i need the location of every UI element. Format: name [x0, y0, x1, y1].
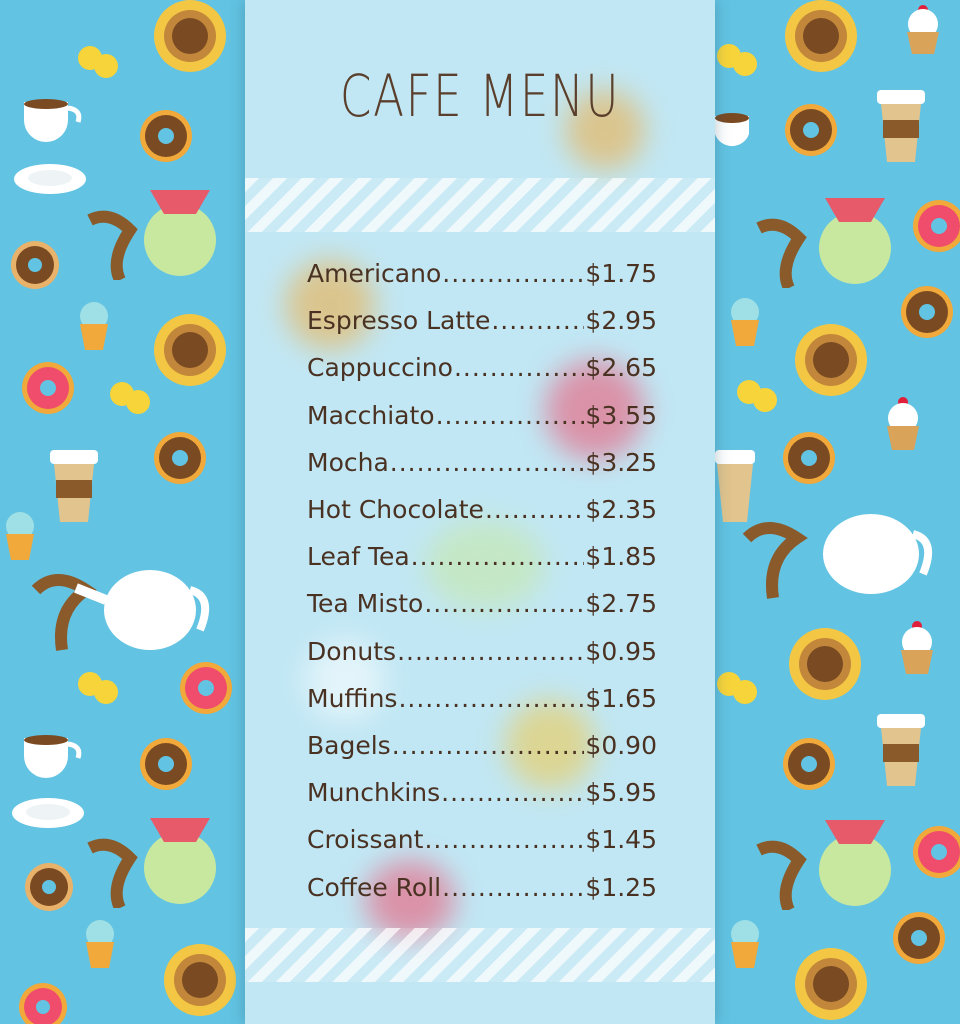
item-name: Hot Chocolate: [307, 495, 484, 525]
coffee-pot-icon: [80, 180, 230, 280]
item-name: Coffee Roll: [307, 872, 442, 902]
donut-icon: [781, 736, 837, 792]
donut-icon: [891, 910, 947, 966]
item-price: $2.65: [585, 353, 657, 383]
page-title: CAFE MENU: [339, 62, 621, 130]
item-price: $1.25: [585, 872, 657, 902]
item-price: $1.75: [585, 259, 657, 289]
dot-leader: [398, 684, 584, 713]
menu-item: [307, 533, 657, 580]
menu-item: [307, 392, 657, 439]
item-price: $1.65: [585, 683, 657, 713]
donut-icon: [899, 284, 955, 340]
menu-item: [307, 439, 657, 486]
donut-icon: [138, 736, 194, 792]
donut-icon: [911, 824, 960, 880]
menu-item: [307, 297, 657, 344]
menu-item: [307, 722, 657, 769]
item-name: Espresso Latte: [307, 306, 491, 336]
lemon-slice-icon: [108, 380, 152, 416]
donut-icon: [911, 198, 960, 254]
item-name: Americano: [307, 259, 442, 289]
item-name: Tea Misto: [307, 589, 424, 619]
saucer-icon: [10, 796, 86, 830]
menu-item: [307, 863, 657, 910]
dot-leader: [436, 401, 585, 430]
striped-band-bottom: [245, 928, 715, 982]
donut-icon: [138, 108, 194, 164]
item-price: $0.90: [585, 730, 657, 760]
coffee-pot-icon: [749, 810, 909, 910]
saucer-icon: [12, 162, 88, 196]
menu-item: [307, 250, 657, 297]
dot-leader: [454, 353, 584, 382]
striped-band-top: [245, 178, 715, 232]
item-name: Mocha: [307, 447, 389, 477]
teapot-icon: [30, 550, 220, 660]
cupcake-icon: [901, 4, 945, 56]
item-name: Macchiato: [307, 400, 435, 430]
coffee-cup-icon: [150, 0, 230, 80]
item-price: $1.85: [585, 542, 657, 572]
coffee-cup-icon: [791, 320, 871, 400]
coffee-cup-icon: [20, 96, 90, 146]
cupcake-icon: [725, 918, 765, 970]
coffee-pot-icon: [80, 808, 230, 908]
dot-leader: [397, 637, 584, 666]
lemon-slice-icon: [76, 44, 120, 80]
menu-item: [307, 486, 657, 533]
dot-leader: [442, 873, 584, 902]
item-name: Munchkins: [307, 778, 441, 808]
item-price: $1.45: [585, 825, 657, 855]
coffee-cup-icon: [715, 110, 765, 170]
donut-icon: [178, 660, 234, 716]
dot-leader: [411, 542, 585, 571]
item-name: Cappuccino: [307, 353, 453, 383]
coffee-cup-icon: [781, 0, 861, 80]
lemon-slice-icon: [76, 670, 120, 706]
donut-icon: [18, 982, 68, 1024]
menu-item: [307, 344, 657, 391]
teapot-icon: [741, 498, 951, 608]
donut-icon: [10, 240, 60, 290]
menu-item: [307, 580, 657, 627]
paper-cup-icon: [869, 710, 935, 790]
item-price: $0.95: [585, 636, 657, 666]
cupcake-icon: [0, 510, 40, 562]
menu-item: [307, 675, 657, 722]
dot-leader: [392, 731, 585, 760]
menu-list: [307, 250, 657, 911]
donut-icon: [24, 862, 74, 912]
dot-leader: [441, 778, 584, 807]
dot-leader: [491, 306, 584, 335]
item-name: Donuts: [307, 636, 397, 666]
right-pattern: [715, 0, 960, 1024]
item-price: $2.95: [585, 306, 657, 336]
lemon-slice-icon: [715, 670, 759, 706]
item-price: $3.25: [585, 447, 657, 477]
dot-leader: [424, 825, 584, 854]
coffee-cup-icon: [785, 624, 865, 704]
item-name: Bagels: [307, 730, 391, 760]
menu-item: [307, 628, 657, 675]
menu-panel: [245, 0, 715, 1024]
cupcake-icon: [881, 396, 925, 456]
menu-item: [307, 816, 657, 863]
donut-icon: [20, 360, 76, 416]
coffee-cup-icon: [150, 310, 230, 390]
lemon-slice-icon: [735, 378, 779, 414]
donut-icon: [783, 102, 839, 158]
cupcake-icon: [725, 296, 765, 348]
coffee-cup-icon: [791, 944, 871, 1024]
left-pattern: [0, 0, 245, 1024]
cupcake-icon: [80, 918, 120, 970]
lemon-slice-icon: [715, 42, 759, 78]
dot-leader: [424, 589, 584, 618]
menu-item: [307, 769, 657, 816]
coffee-pot-icon: [749, 188, 909, 288]
item-name: Muffins: [307, 683, 398, 713]
paper-cup-icon: [46, 446, 102, 526]
cupcake-icon: [74, 300, 114, 352]
paper-cup-icon: [869, 86, 935, 166]
donut-icon: [781, 430, 837, 486]
dot-leader: [442, 259, 584, 288]
donut-icon: [152, 430, 208, 486]
coffee-cup-icon: [20, 732, 90, 782]
coffee-cup-icon: [160, 940, 240, 1020]
item-price: $5.95: [585, 778, 657, 808]
dot-leader: [485, 495, 584, 524]
item-name: Leaf Tea: [307, 542, 410, 572]
item-price: $2.35: [585, 495, 657, 525]
cupcake-icon: [895, 620, 939, 680]
item-name: Croissant: [307, 825, 424, 855]
item-price: $3.55: [585, 400, 657, 430]
item-price: $2.75: [585, 589, 657, 619]
dot-leader: [390, 448, 585, 477]
